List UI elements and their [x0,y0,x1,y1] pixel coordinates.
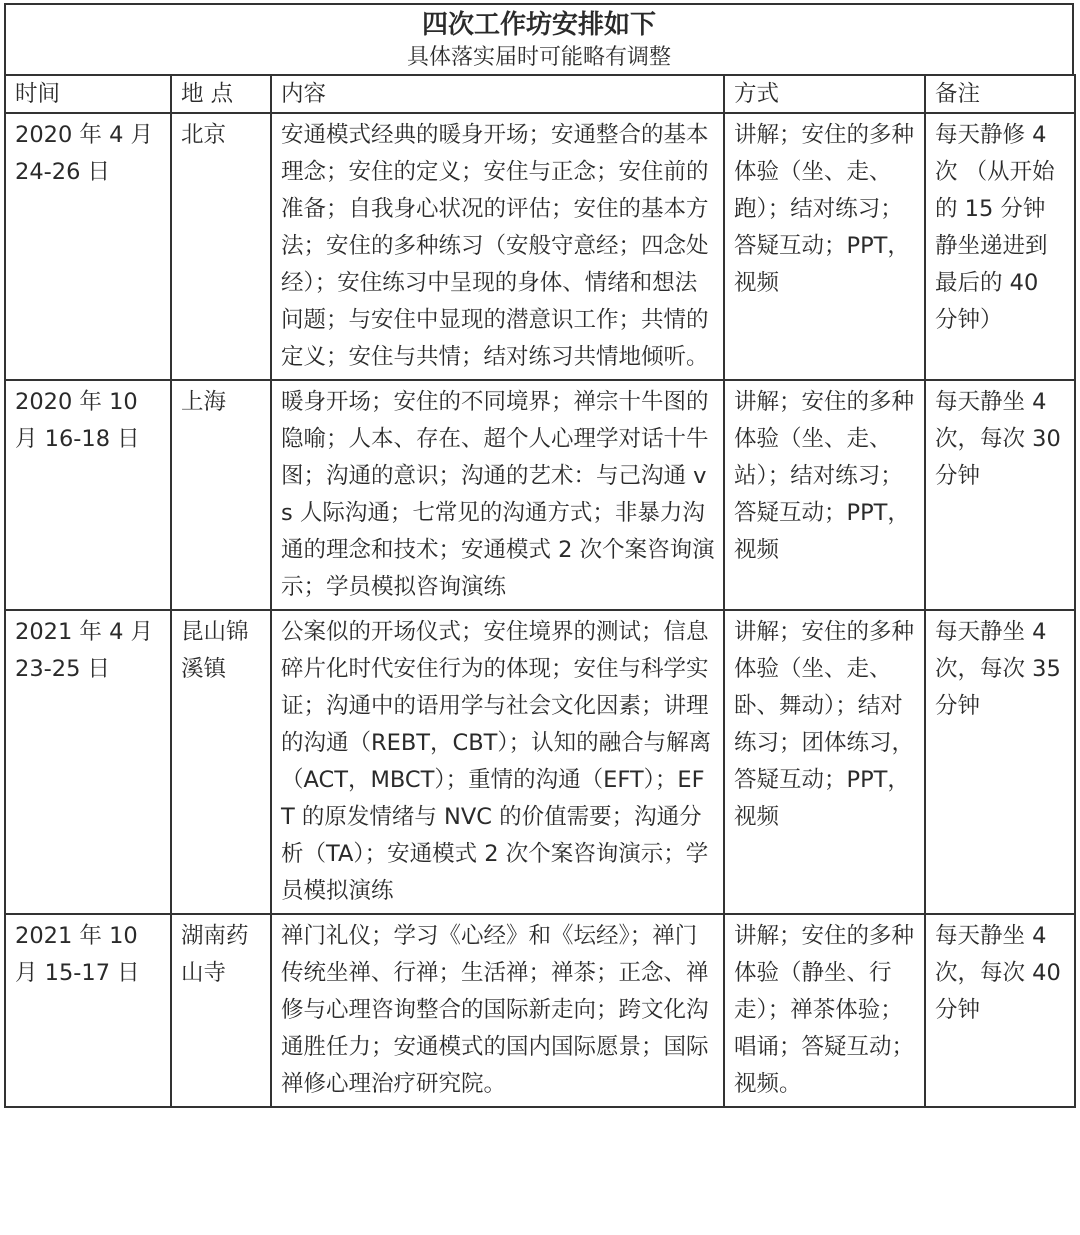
cell-note: 每天静坐 4 次，每次 35 分钟 [925,610,1075,914]
cell-place: 上海 [171,380,271,610]
column-header-content: 内容 [271,75,724,113]
cell-place: 昆山锦溪镇 [171,610,271,914]
cell-time: 2020 年 10 月 16-18 日 [5,380,171,610]
table-row [5,610,1075,914]
cell-content: 禅门礼仪；学习《心经》和《坛经》；禅门传统坐禅、行禅；生活禅；禅茶；正念、禅修与心理咨询整合的国际新走向；跨文化沟通胜任力；安通模式的国内国际愿景；国际禅修心理治疗研究院。 [271,914,724,1107]
table-row [5,914,1075,1107]
cell-note: 每天静坐 4 次，每次 40 分钟 [925,914,1075,1107]
cell-method: 讲解；安住的多种体验（静坐、行走）；禅茶体验；唱诵；答疑互动；视频。 [724,914,925,1107]
table-header-row [5,75,1075,113]
column-header-place: 地 点 [171,75,271,113]
column-header-note: 备注 [925,75,1075,113]
cell-method: 讲解；安住的多种体验（坐、走、跑）；结对练习；答疑互动；PPT，视频 [724,113,925,380]
cell-time: 2021 年 10 月 15-17 日 [5,914,171,1107]
column-header-time: 时间 [5,75,171,113]
schedule-document [4,3,1074,1108]
table-row [5,380,1075,610]
cell-content: 公案似的开场仪式；安住境界的测试；信息碎片化时代安住行为的体现；安住与科学实证；沟通中的语用学与社会文化因素；讲理的沟通（REBT，CBT）；认知的融合与解离（ACT，MBCT）；重情的沟通（EFT）；EFT 的原发情绪与 NVC 的价值需要；沟通分析（TA）；安通模式 2 次个案咨询演示；学员模拟演练 [271,610,724,914]
table-row [5,113,1075,380]
cell-content: 安通模式经典的暖身开场；安通整合的基本理念；安住的定义；安住与正念；安住前的准备；自我身心状况的评估；安住的基本方法；安住的多种练习（安般守意经；四念处经）；安住练习中呈现的身体、情绪和想法问题；与安住中显现的潜意识工作；共情的定义；安住与共情；结对练习共情地倾听。 [271,113,724,380]
title-block [4,3,1074,74]
cell-note: 每天静修 4 次 （从开始的 15 分钟静坐递进到最后的 40 分钟） [925,113,1075,380]
cell-method: 讲解；安住的多种体验（坐、走、站）；结对练习；答疑互动；PPT，视频 [724,380,925,610]
cell-place: 北京 [171,113,271,380]
column-header-method: 方式 [724,75,925,113]
schedule-table [4,74,1076,1108]
cell-place: 湖南药山寺 [171,914,271,1107]
cell-method: 讲解；安住的多种体验（坐、走、卧、舞动）；结对练习；团体练习，答疑互动；PPT，视频 [724,610,925,914]
cell-time: 2021 年 4 月 23-25 日 [5,610,171,914]
page-subtitle: 具体落实届时可能略有调整 [406,45,671,70]
cell-note: 每天静坐 4 次，每次 30 分钟 [925,380,1075,610]
page-title: 四次工作坊安排如下 [421,10,656,40]
cell-content: 暖身开场；安住的不同境界；禅宗十牛图的隐喻；人本、存在、超个人心理学对话十牛图；沟通的意识；沟通的艺术：与己沟通 vs 人际沟通；七常见的沟通方式；非暴力沟通的理念和技术；安通模式 2 次个案咨询演示；学员模拟咨询演练 [271,380,724,610]
cell-time: 2020 年 4 月 24-26 日 [5,113,171,380]
